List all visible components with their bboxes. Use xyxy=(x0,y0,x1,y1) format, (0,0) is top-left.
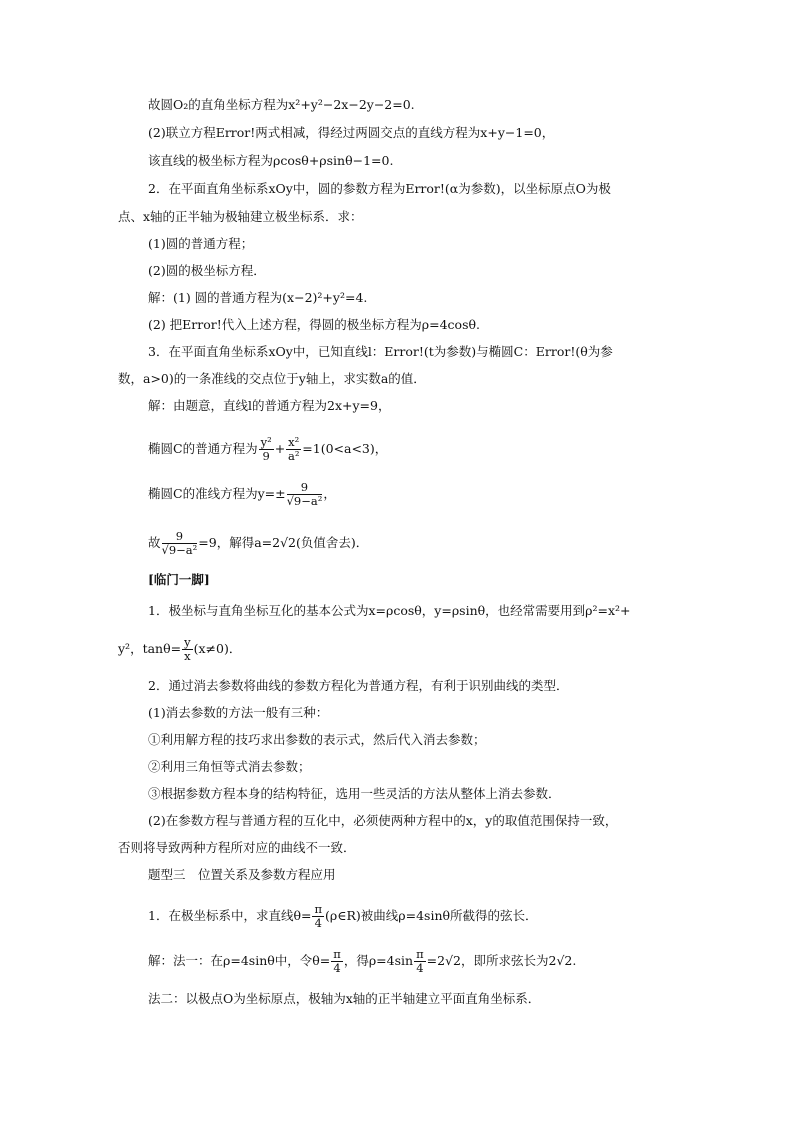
text-line: (1)消去参数的方法一般有三种： xyxy=(148,705,329,720)
text-line: ②利用三角恒等式消去参数； xyxy=(148,759,311,774)
text-line: ③根据参数方程本身的结构特征，选用一些灵活的方法从整体上消去参数． xyxy=(148,786,561,801)
solution-text: 解：由题意，直线l的普通方程为2x+y=9， xyxy=(148,398,391,413)
fraction: $\frac{y}{x}$ xyxy=(184,635,191,663)
text-line: 1．极坐标与直角坐标互化的基本公式为x=ρcosθ，y=ρsinθ，也经常需要用到ρ²=x²+ xyxy=(148,603,631,618)
problem-2-text: 2．在平面直角坐标系xOy中，圆的参数方程为Error!(α为参数)，以坐标原点O为极 xyxy=(148,181,611,196)
text-line: 故圆O₂的直角坐标方程为x²+y²−2x−2y−2=0. xyxy=(148,97,415,112)
text-line: (2)在参数方程与普通方程的互化中，必须使两种方程中的x，y的取值范围保持一致， xyxy=(148,813,618,828)
text-line: 数，a>0)的一条准线的交点位于y轴上，求实数a的值． xyxy=(118,371,426,386)
section-heading: [临门一脚] xyxy=(148,572,210,587)
formula-line: 1．在极坐标系中，求直线θ= $\frac{\pi}{4}$ (ρ∈R)被曲线ρ=4sinθ所截得的弦长． xyxy=(148,902,538,930)
text-line: 否则将导致两种方程所对应的曲线不一致． xyxy=(118,840,356,855)
text-line: (1)圆的普通方程； xyxy=(148,236,254,251)
formula-line: y²，tanθ= $\frac{y}{x}$ (x≠0)． xyxy=(118,635,242,663)
text-line: 该直线的极坐标方程为ρcosθ+ρsinθ−1=0. xyxy=(148,153,394,168)
fraction: $\frac{\pi}{4}$ xyxy=(314,902,323,930)
fraction: $\frac{9}{\text{√9−a²}}$ xyxy=(286,480,323,508)
formula-line: 解：法一：在ρ=4sinθ中，令θ= $\frac{\pi}{4}$ ，得ρ=4sin $\frac{\pi}{4}$ =2√2，即所求弦长为2√2. xyxy=(148,947,577,975)
text-line: 法二：以极点O为坐标原点，极轴为x轴的正半轴建立平面直角坐标系． xyxy=(148,991,541,1006)
fraction: $\frac{9}{\text{√9−a²}}$ xyxy=(161,529,198,557)
text-line: ①利用解方程的技巧求出参数的表示式，然后代入消去参数； xyxy=(148,732,486,747)
solution-text: 解：(1) 圆的普通方程为(x−2)²+y²=4. xyxy=(148,290,368,305)
text-line: (2)圆的极坐标方程． xyxy=(148,263,266,278)
fraction: $\frac{\text{x²}}{\text{a²}}$ xyxy=(287,435,300,463)
problem-3-text: 3．在平面直角坐标系xOy中，已知直线l：Error!(t为参数)与椭圆C：Error!(θ为参 xyxy=(148,344,613,359)
formula-line: 故 $\frac{9}{\text{√9−a²}}$ =9，解得a=2√2(负值舍去)． xyxy=(148,529,369,557)
fraction: $\frac{\text{y²}}{9}$ xyxy=(260,435,272,463)
text-line: (2) 把Error!代入上述方程，得圆的极坐标方程为ρ=4cosθ. xyxy=(148,317,480,332)
text-line: (2)联立方程Error!两式相减，得经过两圆交点的直线方程为x+y−1=0， xyxy=(148,125,555,140)
formula-line: 椭圆C的准线方程为y=± $\frac{9}{\text{√9−a²}}$ ， xyxy=(148,480,336,508)
section-heading: 题型三 位置关系及参数方程应用 xyxy=(148,867,336,882)
text-line: 点、x轴的正半轴为极轴建立极坐标系．求： xyxy=(118,209,363,224)
text-line: 2．通过消去参数将曲线的参数方程化为普通方程，有利于识别曲线的类型． xyxy=(148,678,569,693)
formula-line: 椭圆C的普通方程为 $\frac{\text{y²}}{9}$ + $\frac{\text{x²}}{\text{a²}}$ =1(0<a<3)， xyxy=(148,435,388,463)
fraction: $\frac{\pi}{4}$ xyxy=(416,947,424,975)
fraction: $\frac{\pi}{4}$ xyxy=(333,947,341,975)
